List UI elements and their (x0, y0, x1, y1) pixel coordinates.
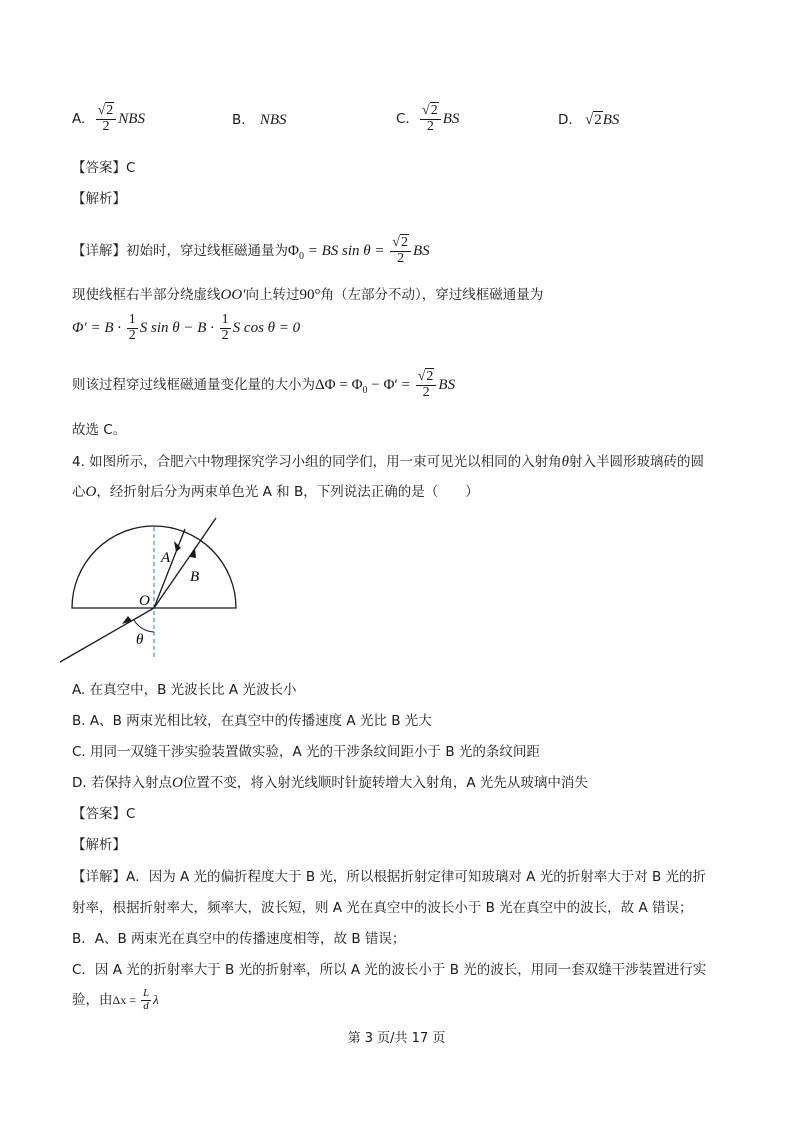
eq-symbol: Φ (288, 243, 299, 260)
semicircle-glass (72, 526, 236, 608)
stem-text: 4. 如图所示，合肥六中物理探究学习小组的同学们，用一束可见光以相同的入射角 (72, 454, 562, 470)
stem-text: 射入半圆形玻璃砖的圆 (569, 454, 705, 470)
q4-detail-line-2: 射率，根据折射率大，频率大，波长短，则 A 光在真空中的波长小于 B 光在真空中的波长，故 A 错误； (72, 900, 693, 916)
numerator: L (142, 987, 150, 999)
q3-option-a (72, 104, 145, 134)
angle-value: 90° (299, 287, 321, 303)
option-d-tail: BS (602, 112, 620, 128)
eq-part: − Φ′ = (367, 377, 414, 394)
denominator: 2 (102, 118, 110, 134)
eq-part: S cos θ = 0 (232, 320, 301, 337)
eq-middle: = BS sin θ = (303, 243, 389, 260)
q3-analysis-label: 【解析】 (72, 191, 126, 207)
theta-arc (134, 620, 154, 632)
numerator: 1 (221, 312, 229, 327)
label-a: A (161, 550, 171, 566)
eq-tail: BS (438, 377, 456, 394)
eq-part: S sin θ − B · (139, 320, 218, 337)
radicand: 2 (430, 103, 438, 118)
q4-analysis-label: 【解析】 (72, 837, 126, 853)
radicand: 2 (594, 112, 602, 128)
q3-equation-2 (72, 313, 300, 343)
q4-option-c: C. 用同一双缝干涉实验装置做实验，A 光的干涉条纹间距小于 B 光的条纹间距 (72, 744, 540, 760)
denominator: 2 (422, 384, 430, 400)
eq-subscript: 0 (362, 384, 368, 396)
detail-text: 向上转过 (245, 287, 300, 303)
detail-label: 【详解】 (72, 869, 126, 885)
fraction: $\frac{√2}{2}$ (416, 370, 437, 400)
q4-detail-line-4: C．因 A 光的折射率大于 B 光的折射率，所以 A 光的波长小于 B 光的波长，用同一套双缝干涉装置进行实 (72, 962, 707, 978)
q4-stem-line-1 (72, 452, 704, 472)
denominator: 2 (128, 327, 136, 343)
label-theta: θ (136, 632, 144, 648)
q4-answer (72, 804, 135, 824)
q4-option-b: B. A、B 两束光相比较，在真空中的传播速度 A 光比 B 光大 (72, 713, 432, 729)
detail-text: 现使线框右半部分绕虚线 (72, 287, 221, 303)
numerator: 1 (128, 312, 136, 327)
q3-option-d: D. √2BS (558, 112, 620, 128)
option-text: D. 若保持入射点 (72, 775, 172, 791)
fraction (141, 988, 151, 1012)
q4-option-a: A. 在真空中，B 光波长比 A 光波长小 (72, 682, 297, 698)
radicand: 2 (106, 103, 114, 118)
option-letter: C. (396, 111, 410, 128)
q4-detail-line-3: B．A、B 两束光在真空中的传播速度相等，故 B 错误； (72, 931, 406, 947)
ray-b-arrow (190, 548, 196, 558)
q3-detail-line-3 (72, 370, 455, 401)
label-b: B (190, 569, 200, 585)
stem-text: ，经折射后分为两束单色光 A 和 B，下列说法正确的是（ ） (96, 484, 479, 500)
denominator: 2 (426, 118, 434, 134)
denominator: 2 (397, 250, 405, 266)
q4-figure (50, 515, 250, 670)
eq-tail: λ (153, 992, 159, 1008)
eq-part: Δx = (112, 993, 139, 1008)
page-footer: 第 3 页/共 17 页 (347, 1031, 446, 1046)
denominator: d (143, 999, 149, 1012)
option-text: 位置不变，将入射光线顺时针旋转增大入射角，A 光先从玻璃中消失 (182, 775, 588, 791)
option-c-tail: BS (442, 111, 460, 128)
eq-subscript: 0 (298, 250, 304, 262)
point-o: O (85, 484, 97, 500)
option-letter: B. (232, 112, 246, 128)
detail-label: 【详解】 (72, 243, 126, 260)
denominator: 2 (221, 327, 229, 343)
detail-text: 角（左部分不动），穿过线框磁通量为 (320, 287, 544, 303)
q3-answer (72, 158, 135, 178)
option-letter: A. (72, 111, 86, 128)
q4-option-d (72, 773, 588, 793)
q3-detail-line-2 (72, 285, 543, 305)
q3-detail-line-1 (72, 236, 430, 267)
answer-value: C (126, 806, 136, 822)
q3-option-c (396, 104, 459, 134)
label-o: O (139, 593, 150, 609)
option-letter: D. (558, 112, 573, 128)
detail-text: 初始时，穿过线框磁通量为 (126, 243, 288, 260)
answer-label: 【答案】 (72, 160, 126, 176)
fraction: $\frac{√2}{2}$ (96, 104, 117, 134)
eq-tail: BS (412, 243, 430, 260)
option-a-tail: NBS (118, 111, 145, 128)
radicand: 2 (426, 369, 434, 384)
option-b-tail: NBS (259, 112, 287, 128)
eq-part: ΔΦ = Φ (315, 377, 363, 394)
fraction: $\frac{√2}{2}$ (390, 236, 411, 266)
detail-text: 则该过程穿过线框磁通量变化量的大小为 (72, 377, 315, 394)
stem-text: 心 (72, 484, 86, 500)
q4-stem-line-2 (72, 482, 479, 502)
point-o: O (171, 775, 183, 791)
detail-text: A．因为 A 光的偏折程度大于 B 光，所以根据折射定律可知玻璃对 A 光的折射率大于对 B 光的折 (126, 869, 707, 885)
refracted-ray-a (154, 529, 185, 608)
fraction (220, 313, 231, 343)
theta-symbol: θ (561, 454, 570, 470)
answer-value: C (126, 160, 136, 176)
fraction: $\frac{√2}{2}$ (420, 104, 441, 134)
axis-label: OO′ (220, 287, 246, 303)
eq-part: Φ′ = B · (72, 320, 125, 337)
fraction (127, 313, 138, 343)
q3-option-b (232, 112, 287, 129)
radicand: 2 (400, 235, 408, 250)
answer-label: 【答案】 (72, 806, 126, 822)
q4-detail-line-1 (72, 867, 706, 887)
q3-conclusion: 故选 C。 (72, 422, 127, 438)
detail-text: 验，由 (72, 992, 113, 1009)
q4-detail-line-5 (72, 988, 159, 1012)
